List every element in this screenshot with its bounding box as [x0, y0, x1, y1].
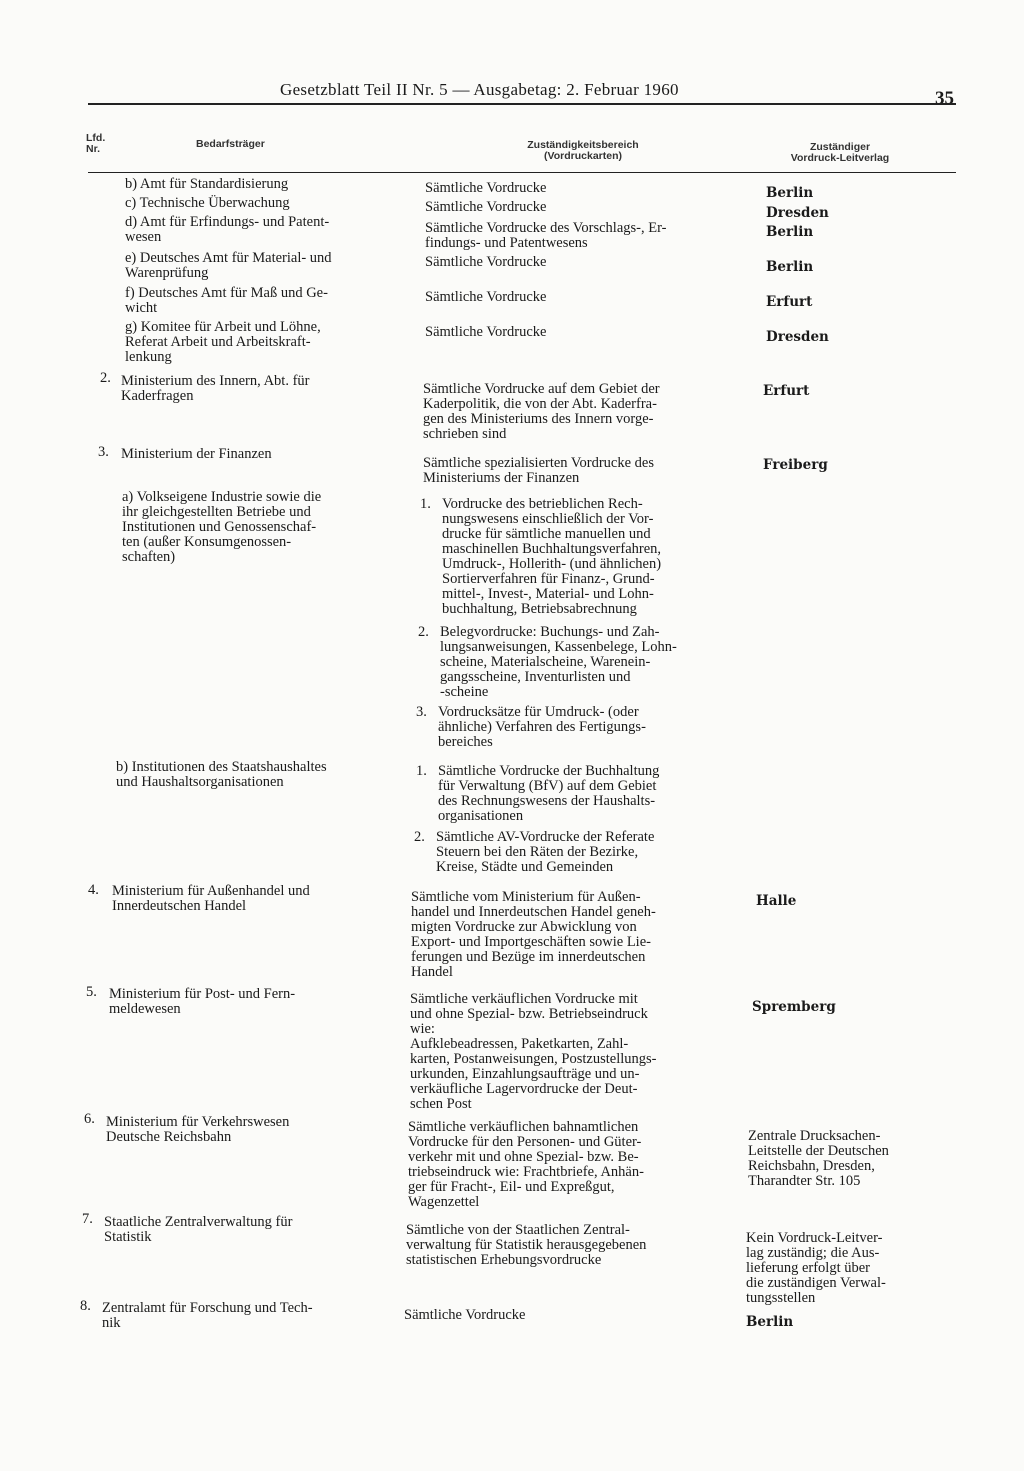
bedarfstraeger-3a: a) Volkseigene Industrie sowie die ihr gleichgestellten Betriebe und Institutionen und Genossenschaf- ten (außer Konsumgenossen- schaften) [122, 489, 322, 565]
bedarfstraeger-1c: c) Technische Überwachung [125, 195, 290, 211]
header-rule [88, 103, 956, 105]
zustaendigkeit-4: Sämtliche vom Ministerium für Außen- handel und Innerdeutschen Handel geneh- migten Vordrucke zur Abwicklung von Export- und Importgeschäften sowie Lie- ferungen und Bezüge im innerdeutschen Handel [411, 889, 656, 980]
sub-item-text: Vordrucksätze für Umdruck- (oder ähnliche) Verfahren des Fertigungs- bereiches [438, 704, 646, 750]
leitverlag-6: Zentrale Drucksachen- Leitstelle der Deutschen Reichsbahn, Dresden, Tharandter Str. 105 [748, 1128, 889, 1189]
zustaendigkeit-2: Sämtliche Vordrucke auf dem Gebiet der Kaderpolitik, die von der Abt. Kaderfra- gen des Ministeriums des Innern vorge- schrieben sind [423, 381, 660, 442]
row-number-8: 8. [80, 1298, 91, 1314]
leitverlag-1f: Erfurt [766, 294, 813, 310]
row-number-6: 6. [84, 1111, 95, 1127]
bedarfstraeger-4: Ministerium für Außenhandel und Innerdeutschen Handel [112, 883, 310, 914]
zustaendigkeit-1g: Sämtliche Vordrucke [425, 324, 547, 340]
bedarfstraeger-3: Ministerium der Finanzen [121, 446, 272, 462]
column-header-rule [88, 172, 956, 173]
column-header-bedarfstraeger: Bedarfsträger [196, 138, 265, 150]
column-header-zustaendigkeit: Zuständigkeitsbereich (Vordruckarten) [527, 139, 639, 162]
sub-item-number: 2. [418, 624, 429, 640]
leitverlag-8: Berlin [746, 1314, 794, 1330]
zustaendigkeit-1f: Sämtliche Vordrucke [425, 289, 547, 305]
leitverlag-1b: Berlin [766, 185, 814, 201]
row-number-2: 2. [100, 370, 111, 386]
zustaendigkeit-1d: Sämtliche Vordrucke des Vorschlags-, Er- findungs- und Patentwesens [425, 220, 667, 251]
sub-item-number: 3. [416, 704, 427, 720]
leitverlag-1d: Berlin [766, 224, 814, 240]
bedarfstraeger-1g: g) Komitee für Arbeit und Löhne, Referat Arbeit und Arbeitskraft- lenkung [125, 319, 321, 365]
row-number-7: 7. [82, 1211, 93, 1227]
leitverlag-4: Halle [756, 893, 797, 909]
leitverlag-5: Spremberg [752, 999, 836, 1015]
leitverlag-1c: Dresden [766, 205, 829, 221]
bedarfstraeger-1d: d) Amt für Erfindungs- und Patent- wesen [125, 214, 330, 245]
bedarfstraeger-2: Ministerium des Innern, Abt. für Kaderfragen [121, 373, 310, 404]
bedarfstraeger-3b: b) Institutionen des Staatshaushaltes und Haushaltsorganisationen [116, 759, 327, 790]
zustaendigkeit-7: Sämtliche von der Staatlichen Zentral- verwaltung für Statistik herausgegebenen statistischen Erhebungsvordrucke [406, 1222, 647, 1268]
page-number: 35 [935, 88, 954, 109]
bedarfstraeger-1b: b) Amt für Standardisierung [125, 176, 289, 192]
sub-item-number: 1. [420, 496, 431, 512]
bedarfstraeger-8: Zentralamt für Forschung und Tech- nik [102, 1300, 313, 1331]
leitverlag-1g: Dresden [766, 329, 829, 345]
sub-item-text: Sämtliche AV-Vordrucke der Referate Steuern bei den Räten der Bezirke, Kreise, Städte und Gemeinden [436, 829, 655, 875]
leitverlag-3: Freiberg [763, 457, 828, 473]
zustaendigkeit-1e: Sämtliche Vordrucke [425, 254, 547, 270]
row-number-3: 3. [98, 444, 109, 460]
sub-item-text: Vordrucke des betrieblichen Rech- nungswesens einschließlich der Vor- drucke für sämtliche manuellen und maschinellen Buchhaltungsverfahren, Umdruck-, Hollerith- (und ähnlichen) Sortierverfahren für Finanz-, Grund- mittel-, Invest-, Material- und Lohn- buchhaltung, Betriebsabrechnung [442, 496, 662, 617]
sub-item-number: 2. [414, 829, 425, 845]
sub-item-text: Belegvordrucke: Buchungs- und Zah- lungsanweisungen, Kassenbelege, Lohn- scheine, Materialscheine, Warenein- gangsscheine, Inventurlisten und -scheine [440, 624, 677, 700]
leitverlag-1e: Berlin [766, 259, 814, 275]
bedarfstraeger-1e: e) Deutsches Amt für Material- und Warenprüfung [125, 250, 332, 281]
row-number-5: 5. [86, 984, 97, 1000]
zustaendigkeit-3: Sämtliche spezialisierten Vordrucke des Ministeriums der Finanzen [423, 455, 654, 486]
zustaendigkeit-8: Sämtliche Vordrucke [404, 1307, 526, 1323]
zustaendigkeit-1c: Sämtliche Vordrucke [425, 199, 547, 215]
zustaendigkeit-6: Sämtliche verkäuflichen bahnamtlichen Vordrucke für den Personen- und Güter- verkehr mit und ohne Spezial- bzw. Be- triebseindruck wie: Frachtbriefe, Anhän- ger für Fracht-, Eil- und Expreßgut, Wagenzettel [408, 1119, 644, 1210]
zustaendigkeit-1b: Sämtliche Vordrucke [425, 180, 547, 196]
running-header: Gesetzblatt Teil II Nr. 5 — Ausgabetag: 2. Februar 1960 [280, 80, 679, 99]
leitverlag-2: Erfurt [763, 383, 810, 399]
sub-item-text: Sämtliche Vordrucke der Buchhaltung für Verwaltung (BfV) auf dem Gebiet des Rechnungswesens der Haushalts- organisationen [438, 763, 660, 824]
sub-item-number: 1. [416, 763, 427, 779]
row-number-4: 4. [88, 882, 99, 898]
bedarfstraeger-6: Ministerium für Verkehrswesen Deutsche Reichsbahn [106, 1114, 290, 1145]
bedarfstraeger-5: Ministerium für Post- und Fern- meldewesen [109, 986, 296, 1017]
bedarfstraeger-1f: f) Deutsches Amt für Maß und Ge- wicht [125, 285, 328, 316]
leitverlag-7: Kein Vordruck-Leitver- lag zuständig; die Aus- lieferung erfolgt über die zuständigen Verwal- tungsstellen [746, 1230, 886, 1306]
bedarfstraeger-7: Staatliche Zentralverwaltung für Statistik [104, 1214, 293, 1245]
zustaendigkeit-5: Sämtliche verkäuflichen Vordrucke mit und ohne Spezial- bzw. Betriebseindruck wie: Aufklebeadressen, Paketkarten, Zahl- karten, Postanweisungen, Postzustellungs- urkunden, Einzahlungsaufträge und un- verkäufliche Lagervordrucke der Deut- schen Post [410, 991, 657, 1112]
column-header-lfd-nr: Lfd. Nr. [86, 132, 106, 155]
column-header-leitverlag: Zuständiger Vordruck-Leitverlag [790, 141, 890, 164]
